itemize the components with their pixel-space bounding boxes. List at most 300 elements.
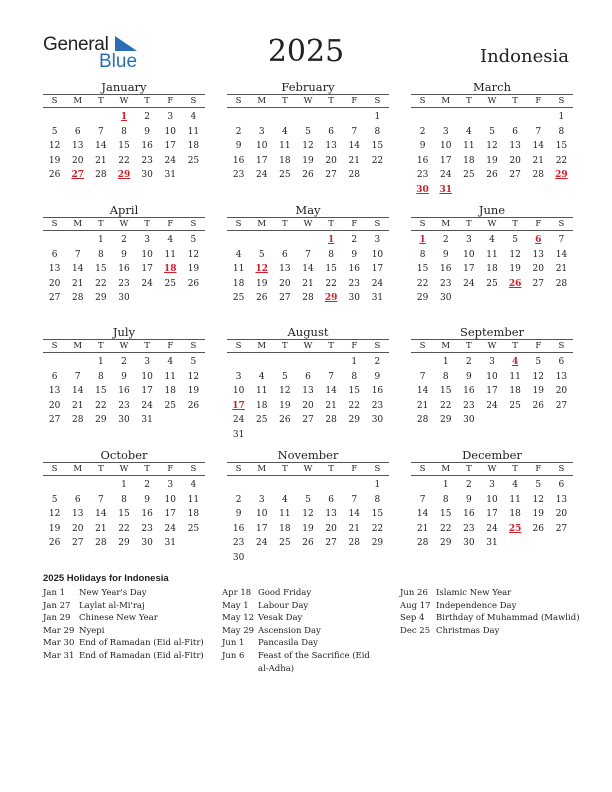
- day-cell: 3: [167, 112, 174, 122]
- day-cell: 1: [351, 357, 358, 367]
- day-cell: 19: [187, 386, 200, 397]
- month-april: [43, 203, 205, 306]
- day-cell: 13: [555, 494, 568, 505]
- day-cell: 7: [74, 371, 81, 382]
- day-cell: 2: [419, 126, 426, 137]
- day-cell: 25: [279, 538, 291, 549]
- day-cell: 21: [95, 155, 107, 166]
- day-cell: 20: [71, 155, 84, 166]
- weekday-label: S: [51, 219, 58, 229]
- holiday-column: [400, 587, 606, 637]
- day-cell: 21: [71, 278, 84, 289]
- weekday-label: F: [351, 341, 358, 351]
- day-cell: 14: [71, 386, 84, 397]
- day-cell: 16: [463, 509, 475, 520]
- empty-cell: [227, 478, 250, 493]
- weekday-label: T: [466, 219, 472, 229]
- day-cell: 9: [121, 371, 127, 382]
- weekday-label: M: [257, 219, 267, 229]
- day-cell: 13: [71, 141, 84, 152]
- weekday-label: T: [512, 341, 518, 351]
- day-cell: 22: [439, 523, 452, 534]
- holiday-item: [43, 600, 204, 613]
- holiday-date: Jun 1: [222, 638, 245, 649]
- month-august: [227, 325, 389, 443]
- day-cell: 15: [555, 141, 568, 152]
- day-cell: 16: [118, 386, 130, 397]
- day-cell: 13: [555, 371, 568, 382]
- holiday-date: Jan 29: [43, 613, 71, 624]
- day-cell: 9: [235, 141, 242, 152]
- day-cell: 12: [486, 141, 498, 152]
- holiday-name: Christmas Day: [436, 625, 500, 636]
- day-cell: 24: [439, 170, 452, 181]
- weekday-label: S: [235, 341, 242, 351]
- day-cell: 19: [302, 523, 314, 534]
- day-cell: 10: [486, 494, 498, 505]
- day-cell: 17: [486, 386, 498, 397]
- day-cell: 20: [302, 400, 314, 411]
- day-cell: 25: [164, 400, 176, 411]
- day-cell: 11: [509, 494, 521, 505]
- weekday-header: [227, 339, 389, 353]
- day-cell: 25: [279, 170, 291, 181]
- weekday-label: F: [535, 464, 542, 474]
- holiday-day-cell: 29: [555, 170, 568, 181]
- weekday-header: [43, 462, 205, 476]
- day-cell: 27: [325, 170, 337, 181]
- day-cell: 19: [532, 386, 544, 397]
- holiday-item: [222, 612, 383, 625]
- day-cell: 21: [416, 523, 429, 534]
- day-cell: 17: [255, 155, 268, 166]
- empty-cell: [343, 110, 366, 125]
- day-cell: 22: [555, 155, 568, 166]
- day-cell: 7: [535, 126, 542, 137]
- holiday-name: Pancasila Day: [258, 638, 318, 649]
- day-cell: 27: [532, 278, 544, 289]
- day-cell: 27: [71, 538, 84, 549]
- month-december: [411, 448, 573, 551]
- day-cell: 15: [95, 264, 107, 275]
- weekday-label: S: [190, 341, 197, 351]
- month-title: March: [473, 80, 511, 94]
- day-cell: 5: [305, 494, 311, 505]
- day-cell: 26: [532, 523, 544, 534]
- day-cell: 24: [371, 278, 384, 289]
- holiday-day-cell: 1: [120, 112, 128, 122]
- day-cell: 18: [232, 278, 245, 289]
- day-cell: 29: [118, 538, 130, 549]
- weekday-label: F: [167, 219, 174, 229]
- weekday-label: W: [303, 341, 313, 351]
- day-cell: 27: [48, 293, 61, 304]
- day-cell: 27: [302, 415, 314, 426]
- weekday-header: [411, 462, 573, 476]
- day-cell: 29: [416, 293, 429, 304]
- month-november: [227, 448, 389, 566]
- day-cell: 7: [97, 126, 104, 137]
- day-cell: 23: [118, 278, 130, 289]
- day-cell: 10: [486, 371, 498, 382]
- country-title: Indonesia: [479, 46, 569, 67]
- weekday-label: W: [303, 464, 313, 474]
- weekday-label: F: [351, 219, 358, 229]
- weekday-label: S: [235, 96, 242, 106]
- empty-cell: [43, 110, 66, 125]
- day-cell: 4: [465, 126, 472, 137]
- day-cell: 30: [141, 538, 153, 549]
- holiday-day-cell: 18: [164, 264, 177, 275]
- day-cell: 22: [118, 523, 130, 534]
- holiday-item: [400, 625, 606, 638]
- day-cell: 30: [118, 293, 130, 304]
- day-cell: 24: [141, 400, 153, 411]
- holiday-name: Birthday of Muhammad (Mawlid): [436, 613, 580, 624]
- day-cell: 15: [325, 264, 337, 275]
- day-cell: 22: [416, 278, 429, 289]
- day-cell: 3: [144, 235, 150, 245]
- month-july: [43, 325, 205, 428]
- day-cell: 4: [235, 249, 242, 260]
- holiday-day-cell: 29: [324, 293, 338, 304]
- day-cell: 12: [187, 249, 200, 260]
- weekday-label: S: [190, 464, 197, 474]
- day-cell: 19: [255, 278, 268, 289]
- day-cell: 28: [95, 170, 107, 181]
- day-cell: 27: [509, 170, 521, 181]
- day-cell: 4: [167, 357, 174, 367]
- day-cell: 18: [255, 400, 268, 411]
- day-cell: 13: [279, 264, 291, 275]
- day-cell: 16: [463, 386, 475, 397]
- empty-cell: [273, 233, 296, 248]
- day-cell: 30: [463, 415, 475, 426]
- day-cell: 15: [95, 386, 107, 397]
- day-cell: 13: [509, 141, 521, 152]
- weekday-label: S: [51, 464, 58, 474]
- day-cell: 3: [442, 126, 449, 137]
- day-cell: 23: [463, 400, 475, 411]
- holiday-item: [400, 587, 606, 600]
- day-cell: 1: [97, 357, 104, 367]
- day-cell: 26: [48, 538, 61, 549]
- day-cell: 14: [532, 141, 544, 152]
- holiday-date: May 29: [222, 625, 255, 636]
- day-cell: 29: [348, 415, 360, 426]
- day-cell: 28: [325, 415, 337, 426]
- day-cell: 6: [74, 126, 81, 137]
- day-cell: 14: [555, 249, 568, 260]
- day-cell: 29: [95, 293, 107, 304]
- day-cell: 1: [97, 235, 104, 245]
- day-cell: 11: [279, 509, 291, 520]
- day-cell: 13: [325, 509, 337, 520]
- empty-cell: [320, 355, 343, 370]
- weekday-label: S: [374, 219, 381, 229]
- day-cell: 7: [558, 235, 565, 245]
- holiday-day-cell: 26: [508, 278, 522, 289]
- weekday-label: T: [98, 341, 104, 351]
- day-cell: 4: [489, 235, 495, 245]
- holiday-date: Apr 18: [222, 588, 252, 598]
- day-cell: 22: [118, 155, 130, 166]
- day-cell: 11: [164, 249, 176, 260]
- holiday-name: Labour Day: [258, 600, 309, 611]
- holiday-item: [43, 612, 204, 625]
- month-title: April: [109, 203, 139, 217]
- day-cell: 5: [190, 235, 197, 245]
- day-cell: 17: [463, 264, 475, 275]
- day-cell: 9: [235, 509, 242, 520]
- month-days: [227, 110, 389, 183]
- weekday-label: S: [374, 464, 381, 474]
- day-cell: 11: [463, 141, 475, 152]
- day-cell: 11: [279, 141, 291, 152]
- day-cell: 6: [558, 357, 565, 367]
- empty-cell: [66, 233, 89, 248]
- weekday-label: S: [419, 464, 426, 474]
- holiday-name: End of Ramadan (Eid al-Fitr): [79, 650, 204, 661]
- weekday-header: [227, 94, 389, 108]
- day-cell: 12: [279, 386, 291, 397]
- day-cell: 10: [371, 249, 384, 260]
- day-cell: 9: [144, 494, 150, 505]
- day-cell: 18: [463, 155, 475, 166]
- holiday-day-cell: 17: [232, 400, 245, 411]
- day-cell: 14: [416, 386, 429, 397]
- day-cell: 15: [439, 386, 452, 397]
- day-cell: 20: [325, 155, 337, 166]
- day-cell: 12: [302, 141, 314, 152]
- day-cell: 26: [187, 400, 200, 411]
- day-cell: 8: [442, 371, 449, 382]
- empty-cell: [411, 110, 434, 125]
- day-cell: 5: [535, 480, 542, 490]
- day-cell: 25: [187, 523, 200, 534]
- day-cell: 8: [558, 126, 565, 137]
- holiday-name: New Year's Day: [79, 588, 147, 598]
- weekday-label: S: [235, 219, 242, 229]
- day-cell: 12: [48, 509, 61, 520]
- holiday-day-cell: 1: [328, 235, 335, 245]
- day-cell: 20: [279, 278, 291, 289]
- day-cell: 8: [97, 371, 104, 382]
- day-cell: 13: [532, 249, 544, 260]
- weekday-label: T: [144, 219, 150, 229]
- day-cell: 28: [416, 415, 429, 426]
- weekday-label: T: [512, 96, 518, 106]
- day-cell: 25: [232, 293, 245, 304]
- day-cell: 16: [439, 264, 452, 275]
- empty-cell: [457, 110, 480, 125]
- day-cell: 23: [348, 278, 360, 289]
- day-cell: 24: [486, 400, 498, 411]
- weekday-label: M: [257, 96, 267, 106]
- day-cell: 21: [532, 155, 544, 166]
- holiday-name: Feast of the Sacrifice (Eid al-Adha): [258, 650, 370, 674]
- month-title: July: [112, 325, 136, 339]
- day-cell: 8: [374, 126, 381, 137]
- day-cell: 15: [416, 264, 429, 275]
- day-cell: 18: [279, 523, 291, 534]
- day-cell: 14: [348, 141, 360, 152]
- month-may: [227, 203, 389, 306]
- holiday-name: Islamic New Year: [436, 588, 512, 598]
- day-cell: 23: [463, 523, 475, 534]
- empty-cell: [66, 478, 89, 493]
- holiday-day-cell: 27: [71, 170, 84, 181]
- day-cell: 29: [95, 415, 107, 426]
- weekday-label: T: [512, 464, 518, 474]
- weekday-label: S: [190, 219, 197, 229]
- day-cell: 8: [419, 249, 426, 260]
- day-cell: 24: [164, 155, 176, 166]
- holiday-date: May 12: [222, 613, 255, 624]
- holiday-item: [43, 637, 204, 650]
- day-cell: 7: [97, 494, 104, 505]
- holiday-day-cell: 25: [508, 523, 522, 534]
- day-cell: 14: [325, 386, 337, 397]
- day-cell: 6: [281, 249, 288, 260]
- month-days: [43, 478, 205, 551]
- empty-cell: [527, 110, 550, 125]
- empty-cell: [66, 110, 89, 125]
- day-cell: 7: [351, 126, 358, 137]
- holiday-name: Good Friday: [258, 588, 312, 598]
- day-cell: 13: [48, 264, 61, 275]
- day-cell: 24: [486, 523, 498, 534]
- day-cell: 19: [187, 264, 200, 275]
- day-cell: 31: [232, 429, 245, 440]
- weekday-label: T: [282, 341, 288, 351]
- day-cell: 18: [279, 155, 291, 166]
- month-days: [43, 110, 205, 183]
- day-cell: 18: [486, 264, 498, 275]
- day-cell: 2: [351, 235, 358, 245]
- day-cell: 5: [51, 126, 58, 137]
- day-cell: 20: [555, 509, 568, 520]
- day-cell: 4: [512, 480, 518, 490]
- holiday-day-cell: 6: [535, 235, 542, 245]
- weekday-label: F: [535, 219, 542, 229]
- day-cell: 23: [141, 155, 153, 166]
- month-title: January: [101, 80, 147, 94]
- day-cell: 30: [463, 538, 475, 549]
- day-cell: 15: [348, 386, 360, 397]
- day-cell: 7: [328, 371, 334, 382]
- empty-cell: [43, 478, 66, 493]
- weekday-label: W: [487, 96, 497, 106]
- weekday-header: [411, 217, 573, 231]
- weekday-label: S: [51, 341, 58, 351]
- day-cell: 9: [374, 371, 381, 382]
- weekday-label: F: [351, 464, 358, 474]
- day-cell: 15: [118, 141, 130, 152]
- empty-cell: [296, 355, 319, 370]
- day-cell: 2: [121, 235, 127, 245]
- day-cell: 28: [302, 293, 314, 304]
- month-title: May: [295, 203, 321, 217]
- holiday-item: [222, 600, 383, 613]
- day-cell: 28: [416, 538, 429, 549]
- month-days: [43, 355, 205, 428]
- day-cell: 13: [48, 386, 61, 397]
- day-cell: 27: [555, 400, 568, 411]
- day-cell: 16: [232, 523, 245, 534]
- day-cell: 11: [164, 371, 176, 382]
- day-cell: 26: [532, 400, 544, 411]
- day-cell: 25: [486, 278, 498, 289]
- day-cell: 16: [416, 155, 429, 166]
- month-title: December: [462, 448, 522, 462]
- month-march: [411, 80, 573, 198]
- day-cell: 21: [325, 400, 337, 411]
- day-cell: 30: [439, 293, 452, 304]
- day-cell: 5: [535, 357, 542, 367]
- day-cell: 11: [486, 249, 498, 260]
- weekday-label: S: [558, 464, 565, 474]
- day-cell: 6: [74, 494, 81, 505]
- day-cell: 13: [71, 509, 84, 520]
- day-cell: 29: [371, 538, 384, 549]
- holiday-day-cell: 12: [255, 264, 268, 275]
- page-title-year: 2025: [267, 34, 345, 69]
- day-cell: 26: [187, 278, 200, 289]
- day-cell: 4: [167, 235, 174, 245]
- day-cell: 6: [512, 126, 518, 137]
- day-cell: 17: [255, 523, 268, 534]
- day-cell: 8: [97, 249, 104, 260]
- holiday-date: Mar 29: [43, 625, 75, 636]
- day-cell: 22: [95, 278, 107, 289]
- day-cell: 7: [419, 494, 426, 505]
- weekday-label: S: [374, 96, 381, 106]
- day-cell: 26: [486, 170, 498, 181]
- weekday-label: W: [119, 219, 129, 229]
- empty-cell: [227, 233, 250, 248]
- day-cell: 21: [71, 400, 84, 411]
- weekday-label: S: [558, 219, 565, 229]
- weekday-label: T: [98, 464, 104, 474]
- holidays-title: 2025 Holidays for Indonesia: [43, 573, 169, 584]
- weekday-label: T: [144, 341, 150, 351]
- day-cell: 4: [281, 126, 288, 137]
- day-cell: 1: [558, 112, 565, 122]
- holiday-column: [222, 587, 383, 675]
- day-cell: 2: [144, 112, 150, 122]
- day-cell: 23: [141, 523, 153, 534]
- day-cell: 6: [558, 480, 565, 490]
- day-cell: 14: [348, 509, 360, 520]
- weekday-label: M: [73, 96, 83, 106]
- day-cell: 23: [439, 278, 452, 289]
- day-cell: 3: [235, 371, 242, 382]
- empty-cell: [250, 355, 273, 370]
- day-cell: 17: [141, 264, 153, 275]
- day-cell: 23: [416, 170, 429, 181]
- day-cell: 5: [190, 357, 197, 367]
- day-cell: 26: [255, 293, 268, 304]
- day-cell: 12: [187, 371, 200, 382]
- weekday-header: [43, 217, 205, 231]
- day-cell: 19: [509, 264, 521, 275]
- day-cell: 3: [465, 235, 472, 245]
- weekday-header: [411, 94, 573, 108]
- day-cell: 16: [118, 264, 130, 275]
- empty-cell: [43, 355, 66, 370]
- day-cell: 24: [255, 538, 268, 549]
